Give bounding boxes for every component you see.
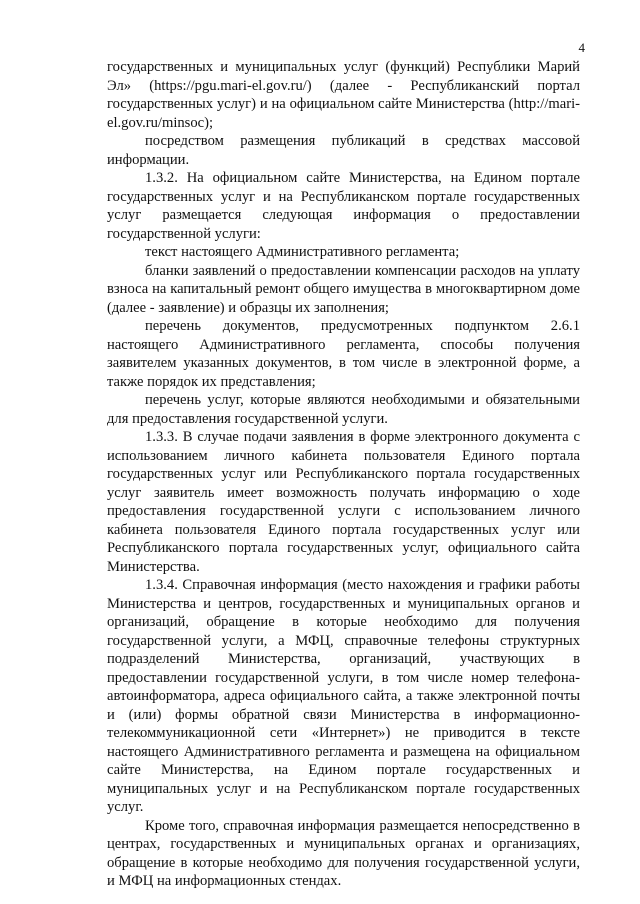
paragraph-8: 1.3.3. В случае подачи заявления в форме электронного документа с использованием личного кабинета пользователя Единого портала государственных услуг или Республиканского портала государственных услуг заявитель имеет возможность получать информацию о ходе предоставления государственной услуги с использованием личного кабинета пользователя Единого портала государственных услуг или Республиканского портала государственных услуг, официального сайта Министерства. — [107, 429, 580, 575]
paragraph-5: бланки заявлений о предоставлении компенсации расходов на уплату взноса на капитальный ремонт общего имущества в многоквартирном доме (далее - заявление) и образцы их заполнения; — [107, 262, 580, 316]
document-body — [107, 58, 580, 891]
paragraph-4: текст настоящего Административного регламента; — [145, 244, 460, 260]
paragraph-9: 1.3.4. Справочная информация (место нахождения и графики работы Министерства и центров, государственных и муниципальных органов и организаций, обращение в которые необходимо для получения государственной услуги, а МФЦ, справочные телефоны структурных подразделений Министерства, организаций, участвующих в предоставлении государственной услуги, в том числе номер телефона-автоинформатора, адреса официального сайта, а также электронной почты и (или) формы обратной связи Министерства в информационно-телекоммуникационной сети «Интернет») не приводится в тексте настоящего Административного регламента и размещена на официальном сайте Министерства, на Едином портале государственных и муниципальных услуг и на Республиканском портале государственных услуг. — [107, 577, 580, 815]
paragraph-6: перечень документов, предусмотренных подпунктом 2.6.1 настоящего Административного регламента, способы получения заявителем указанных документов, в том числе в электронной форме, а также порядок их представления; — [107, 318, 580, 390]
paragraph-10: Кроме того, справочная информация размещается непосредственно в центрах, государственных и муниципальных органах и организациях, обращение в которые необходимо для получения государственной услуги, и МФЦ на информационных стендах. — [107, 817, 580, 889]
paragraph-7: перечень услуг, которые являются необходимыми и обязательными для предоставления государственной услуги. — [107, 392, 580, 427]
paragraph-1: государственных и муниципальных услуг (функций) Республики Марий Эл» (https://pgu.mari-el.gov.ru/) (далее - Республиканский портал государственных услуг) и на официальном сайте Министерства (http://mari-el.gov.ru/minsoc); — [107, 59, 580, 131]
paragraph-2: посредством размещения публикаций в средствах массовой информации. — [107, 133, 580, 168]
page-number: 4 — [578, 40, 585, 55]
paragraph-3: 1.3.2. На официальном сайте Министерства, на Едином портале государственных услуг и на Республиканском портале государственных услуг размещается следующая информация о предоставлении государственной услуги: — [107, 170, 580, 242]
